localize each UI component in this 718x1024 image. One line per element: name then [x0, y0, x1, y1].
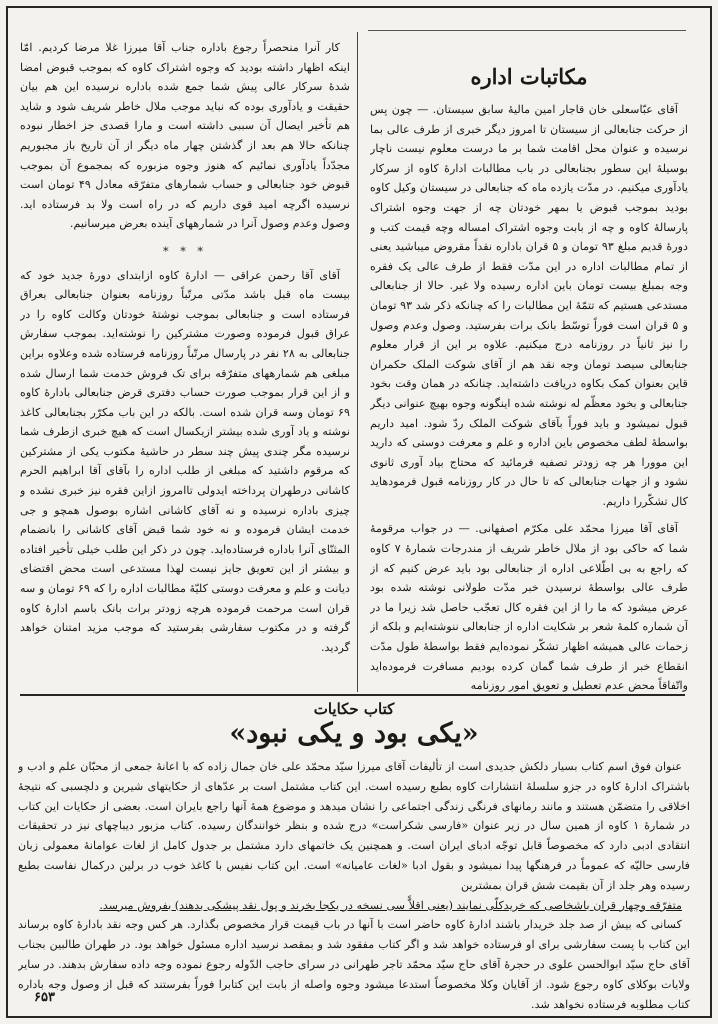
- section-heading: مکاتبات اداره: [470, 64, 588, 89]
- section-separator: * * *: [163, 244, 207, 258]
- book-announcement: [18, 700, 690, 1010]
- book-title: «یکی بود و یکی نبود»: [229, 718, 479, 749]
- letter-paragraph: آقای عبّاسعلی خان قاجار امین مالیهٔ سابق سیستان. — چون پس از حرکت جنابعالی از سیستان تا امروز دیگر خبری از طرف عالی بما نرسیده و عنوان محل اقامت شما بر ما درست معلوم نیست ناچار بوسیلهٔ این سطور بجنابعالی در باب مطالبات ادارهٔ کاوه از سرکار یادآوری میکنیم. در مدّت یازده ماه که جنابعالی در سیستان وکیل کاوه بودید بموجب قبوض یا بمهر خودتان چه از جهت وجوه اشتراک پارسالهٔ کاوه و چه از بابت وجوه اشتراک امساله وچه قیمت کتب و دورهٔ قدیم مبلغ ۹۳ تومان و ۵ قران باداره نقداً مقروض میباشید یعنی از تمام مطالبات اداره در این مدّت فقط از طرف عالی یک فقره وجه بمبلغ بیست تومان باین اداره رسیده ولا غیر. حالا از جنابعالی مستدعی هستیم که تتمّهٔ این مطالبات را که چنانکه ذکر شد ۹۳ تومان و ۵ قران است فوراً توسّط بانک برات بفرستید. وصول وعدم وصول را نیز ثانیاً در روزنامه درج میکنیم. علاوه بر این از قرار معلوم جنابعالی سیصد تومان وجه نقد هم از آقای شوکت الملک حکمران قاین بعنوان کمک بکاوه دریافت داشته‌اید. چنانکه در همان وقت بخود جنابعالی و بخود معظّم له نوشته شده اینگونه وجوه بهیچ عنوانی دیگر قبول نمیشود و باید فوراً بآقای شوکت الملک ردّ شود. امید داریم بواسطهٔ لطف مخصوص باین اداره و علم و معرفت دوستی که دارید این موورا هر چه زودتر تصفیه فرمائید که محتاج بیاد آوری ثانوی نشود و از جهات جنابعالی که تا حال در کار روزنامه قبول فرمودهاید کال تشکّررا داریم.: [370, 103, 688, 508]
- right-column: [370, 100, 688, 692]
- book-paragraph: کسانی که بیش از صد جلد خریدار باشند ادارهٔ کاوه حاضر است با آنها در باب قیمت قرار مخصوص بگذارد. هر کس وجه نقد بادارهٔ کاوه برساند این کتاب با پست سفارشی برای او فرستاده خواهد شد و اگر کتاب مفقود شد و بمقصد نرسید اداره مسئول خواهد بود. در طهران طالبین بجناب آقای حاج سیّد ابوالحسن علوی در حجرهٔ آقای حاج سیّد محمّد تاجر طهرانی در سرای حاجب الدّوله رجوع نموده وجه داده سفارش بدهند. در سایر ولایات بوکلای کاوه رجوع شود. از آقایان وکلا مخصوصاً استدعا میشود وجوه واصله از بابت این کتابرا فوراً بفرستند که قبل از وصول وجه باداره کتاب مطلوبه فرستاده نخواهد شد.: [18, 918, 690, 1010]
- left-column: [20, 38, 350, 690]
- book-kicker: کتاب حکایات: [313, 700, 395, 718]
- book-body: [18, 757, 690, 1010]
- letter-paragraph: آقای آقا میرزا محمّد علی مکرّم اصفهانی. — در جواب مرقومهٔ شما که حاکی بود از ملال خاطر شریف از مندرجات شمارهٔ ۷ کاوه که راجع به بی اطّلاعی اداره از جنابعالی بود باید عرض کنیم که از طرف عالی بواسطهٔ نرسیدن خبر مدّت طولانی نوشته شده بود عرض میشود که ما را از این فقره کال تعجّب حاصل شد زیرا ما در آن شماره کلمهٔ شعر بر شکایت اداره از جنابعالی ننوشته‌ایم و بلکه از زحمات عالی همیشه اظهار تشکّر نموده‌ایم فقط بواسطهٔ طول مدّت انقطاع خبر از طرف شما گمان کرده بودیم مسافرت فرموده‌اید واتّفاقاً محض عدم تعطیل و تعویق امور روزنامه: [370, 522, 688, 692]
- page-number: ۶۵۳: [34, 990, 55, 1005]
- book-paragraph: عنوان فوق اسم کتاب بسیار دلکش جدیدی است از تألیفات آقای میرزا سیّد محمّد علی خان جمال زاده که با اعانهٔ جمعی از محبّان علم و ادب و باشتراک ادارهٔ کاوه در جزو سلسلهٔ انتشارات کاوه بطبع رسیده است. این کتاب مشتمل است بر عدّهای از حکایتهای شیرین و دلچسبی که نتیجهٔ اخلاقی را متضمّن هستند و مانند رمانهای فرنگی زندگی اجتماعی را نشان میدهد و موضوع همهٔ آنها راجع بایران است. بعضی از حکایات این کتاب در شمارهٔ ۱ کاوه از همین سال در زیر عنوان «فارسی شکراست» درج شده و بنظر خوانندگان رسیده. کتاب مزبور دیباچهای نیز در تحقیقات انتقادی ادبی دارد که مخصوصاً قابل توجّه ادبای ایران است. و همچنین یک خاتمهای دارد مشتمل بر جدول کامل از لغات عوامانهٔ معمولی زبان فارسی حالیّه که عموماً در فرهنگها پیدا نمیشود و بقول ادبا «لغات عامیانه» است. این کتاب نفیس با کاغذ خوب در برلین درکمال نفاست بطبع رسیده وهر جلد از آن بقیمت شش قران بمشترین: [18, 760, 690, 892]
- letter-paragraph: آقای آقا رحمن عراقی — ادارهٔ کاوه ازابتدای دورهٔ جدید خود که بیست ماه قبل باشد مدّتی مرتّباً روزنامه بعنوان جنابعالی بعراق فرستاده است و جنابعالی بموجب نوشتهٔ خودتان وکالت کاوه را در عراق قبول فرموده وصورت مشترکین را نوشته‌اید. بموجب سفارش جنابعالی به ۲۸ نفر در پارسال مرتّباً روزنامه فرستاده شده وعلاوه براین مبلغی هم شمارههای متفرّقه برای تک فروش خدمت شما ارسال شده و از این قرار بموجب صورت حساب دفتری قرض جنابعالی بادارهٔ کاوه ۶۹ تومان وسه قران شده است. بالکه در این باب مکرّر بجنابعالی کاغذ نوشته و یاد آوری شده بیشتر ازیکسال است که هیچ خبری ازطرف شما نرسیده مگر چندی پیش چند سطر در حاشیهٔ مکتوب یکی از مشترکین که مرقوم داشتید که مبلغی از طلب اداره را بآقای آقا ابراهیم الحرم کاشانی درطهران پرداخته ایدولی تاامروز ازاین فقره نیز خبری نشده و چیزی باداره نرسیده و نه آقای کاشانی اشاره بوصول همچو و جی خدمت ایشان فرموده و نه خود شما قبض آقای کاشانی را بانضمام المثنّای آنرا باداره فرستاده‌اید. چون در ذکر این طلب خیلی تأخیر افتاده و بیشتر از این تعویق جایز نیست لهذا مستدعی است محض اقتضای دیانت و علم و معرفت دوستی کلیّهٔ مطالبات اداره را که ۶۹ تومان و سه قران است مرحمت فرموده هرچه زودتر برات بانک باسم ادارهٔ کاوه گرفته و در مکتوب سفارشی بفرستید که موجب مزید امتنان خواهد گردید.: [20, 268, 350, 654]
- column-divider: [357, 32, 358, 692]
- section-divider: [20, 694, 685, 696]
- top-rule: [368, 30, 686, 31]
- letter-paragraph: کار آنرا منحصراً رجوع باداره جناب آقا میرزا غلا مرضا کردیم. امّا اینکه اظهار داشته بودید که وجوه اشتراک کاوه که بموجب قبوض امضا شدهٔ سرکار عالی پیش شما جمع شده باداره نرسیده این هم بیان حقیقت و یادآوری بوده که نباید موجب ملال خاطر شریف شود و شاید هم تأخیر ایصال آن سببی داشته است و مارا قصدی جز اخطار نبوده چنانکه حالا هم بعد از گذشتن چهار ماه دیگر از آن تاریخ باز مجبوریم مجدّداً یادآوری نمائیم که هنوز وجوه مزبوره که بمجموع آن بموجب قبوض خود جنابعالی و حساب شمارهای متفرّقه معادل ۴۹ تومان است نرسیده اگرچه امید قوی داریم که در راه است ولا بد فرستاده اید. وصول وعدم وصول آنرا در شمارههای آینده بعرض میرسانیم.: [20, 41, 350, 231]
- book-price-line: متفرّقه وچهار قران باشخاصی که خریدکلّی نمایند (یعنی اقلاًّ سی نسخه در یکجا بخرند و پول نقد پیشکی بدهند) بفروش میرسد.: [99, 898, 682, 912]
